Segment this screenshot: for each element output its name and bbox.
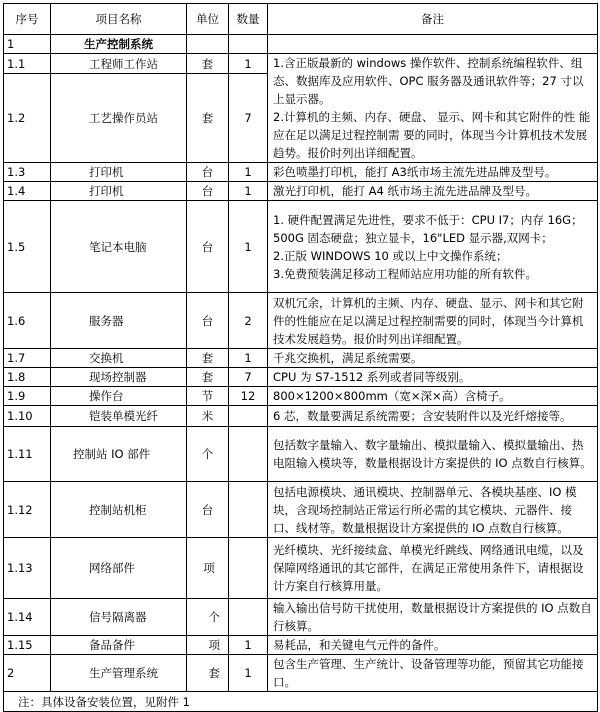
empty-cell xyxy=(229,35,268,54)
row-seq: 1.15 xyxy=(4,636,51,655)
table-row xyxy=(4,387,598,406)
row-remark xyxy=(268,182,598,201)
row-unit: 台 xyxy=(187,163,229,182)
section-seq: 1 xyxy=(4,35,51,54)
row-qty: 7 xyxy=(229,74,268,163)
row-name: 铠装单模光纤 xyxy=(51,406,187,427)
table-row xyxy=(4,293,598,349)
table-row xyxy=(4,655,598,692)
row-name: 交换机 xyxy=(51,349,187,368)
row-name: 操作台 xyxy=(51,387,187,406)
remark-line: 激光打印机，能打 A4 纸市场主流先进品牌及型号。 xyxy=(273,184,537,198)
table-row xyxy=(4,406,598,427)
row-name: 生产管理系统 xyxy=(51,655,187,692)
row-qty: 2 xyxy=(229,293,268,349)
row-unit: 个 xyxy=(187,427,229,482)
row-unit: 套 xyxy=(187,655,229,692)
row-unit: 套 xyxy=(187,368,229,387)
row-unit: 个 xyxy=(187,599,229,636)
equipment-table xyxy=(3,3,598,712)
row-seq: 1.5 xyxy=(4,201,51,293)
row-seq: 1.14 xyxy=(4,599,51,636)
row-name: 工艺操作员站 xyxy=(51,74,187,163)
row-name: 网络部件 xyxy=(51,538,187,599)
merged-remark xyxy=(268,54,598,163)
row-unit: 套 xyxy=(187,54,229,74)
row-seq: 1.9 xyxy=(4,387,51,406)
table-row xyxy=(4,482,598,538)
row-remark xyxy=(268,406,598,427)
row-unit: 台 xyxy=(187,482,229,538)
row-seq: 1.4 xyxy=(4,182,51,201)
table-row xyxy=(4,201,598,293)
row-name: 备品备件 xyxy=(51,636,187,655)
row-unit: 台 xyxy=(187,201,229,293)
row-seq: 1.3 xyxy=(4,163,51,182)
row-unit: 台 xyxy=(187,293,229,349)
table-row xyxy=(4,538,598,599)
row-qty: 12 xyxy=(229,387,268,406)
row-name: 打印机 xyxy=(51,182,187,201)
remark-line: 包括电源模块、通讯模块、控制器单元、各模块基座、IO 模块，含现场控制站正常运行所必需的其它模块、元器件、接口、线材等。数量根据设计方案提供的 IO 点数自行核算。 xyxy=(273,484,577,535)
row-seq: 1.8 xyxy=(4,368,51,387)
row-qty xyxy=(229,427,268,482)
row-unit: 项 xyxy=(187,538,229,599)
row-qty xyxy=(229,482,268,538)
footnote-row xyxy=(4,692,598,712)
row-seq: 1.13 xyxy=(4,538,51,599)
header-remark: 备注 xyxy=(268,4,598,35)
row-name: 工程师工作站 xyxy=(51,54,187,74)
row-remark xyxy=(268,349,598,368)
row-name: 现场控制器 xyxy=(51,368,187,387)
remark-line: 1.含正版最新的 windows 操作软件、控制系统编程软件、组态、数据库及应用软件、OPC 服务器及通讯软件等；27 寸以上显示器。 xyxy=(273,56,584,106)
row-unit: 项 xyxy=(187,636,229,655)
row-name: 服务器 xyxy=(51,293,187,349)
row-unit: 节 xyxy=(187,387,229,406)
remark-line: 包含生产管理、生产统计、设备管理等功能，预留其它功能接口。 xyxy=(273,657,584,689)
row-unit: 套 xyxy=(187,74,229,163)
remark-line: 2.计算机的主频、内存、硬盘、 显示、网卡和其它附件的性 能应在足以满足过程控制需 要的同时，体现当今计算机技术发展趋势。报价时列出详细配置。 xyxy=(273,110,591,160)
section-name: 生产控制系统 xyxy=(51,35,187,54)
header-seq: 序号 xyxy=(4,4,51,35)
row-qty: 1 xyxy=(229,655,268,692)
row-remark xyxy=(268,538,598,599)
row-remark xyxy=(268,368,598,387)
row-remark xyxy=(268,655,598,692)
row-qty xyxy=(229,538,268,599)
remark-line: 800×1200×800mm（宽×深×高）含椅子。 xyxy=(273,389,511,403)
table-row xyxy=(4,368,598,387)
remark-line: 6 芯，数量要满足系统需要；含安装附件以及光纤熔接等。 xyxy=(273,409,572,423)
row-qty: 7 xyxy=(229,368,268,387)
remark-line: 双机冗余，计算机的主频、内存、硬盘、显示、网卡和其它附件的性能应在足以满足过程控制需要的同时，体现当今计算机技术发展趋势。报价时列出详细配置。 xyxy=(273,295,584,346)
row-name: 信号隔离器 xyxy=(51,599,187,636)
row-remark xyxy=(268,387,598,406)
row-qty: 1 xyxy=(229,163,268,182)
row-seq: 1.2 xyxy=(4,74,51,163)
table-row xyxy=(4,349,598,368)
row-unit: 套 xyxy=(187,349,229,368)
table-row xyxy=(4,182,598,201)
row-remark xyxy=(268,201,598,293)
row-qty xyxy=(229,599,268,636)
row-qty: 1 xyxy=(229,636,268,655)
row-seq: 1.12 xyxy=(4,482,51,538)
remark-line: 1. 硬件配置满足先进性，要求不低于：CPU I7；内存 16G；500G 固态硬盘；独立显卡，16"LED 显示器,双网卡； xyxy=(273,212,583,245)
row-qty: 1 xyxy=(229,349,268,368)
empty-cell xyxy=(268,35,598,54)
remark-line: CPU 为 S7-1512 系列或者同等级别。 xyxy=(273,370,471,384)
remark-line: 彩色喷墨打印机，能打 A3纸市场主流先进品牌及型号。 xyxy=(273,165,557,179)
header-qty: 数量 xyxy=(229,4,268,35)
remark-line: 光纤模块、光纤接续盒、单模光纤跳线、网络通讯电缆，以及保障网络通讯的其它部件，在满足正常使用条件下，请根据设计方案自行核算用量。 xyxy=(273,543,584,593)
row-name: 笔记本电脑 xyxy=(51,201,187,293)
row-qty: 1 xyxy=(229,182,268,201)
row-remark xyxy=(268,599,598,636)
row-qty: 1 xyxy=(229,54,268,74)
row-seq: 1.10 xyxy=(4,406,51,427)
row-remark xyxy=(268,163,598,182)
remark-line: 包括数字量输入、数字量输出、模拟量输入、模拟量输出、热电阻输入模块等，数量根据设计方案提供的 IO 点数自行核算。 xyxy=(273,438,592,470)
row-remark xyxy=(268,427,598,482)
header-unit: 单位 xyxy=(187,4,229,35)
row-unit: 米 xyxy=(187,406,229,427)
row-name: 控制站 IO 部件 xyxy=(51,427,187,482)
row-qty: 1 xyxy=(229,201,268,293)
row-seq: 1.11 xyxy=(4,427,51,482)
remark-line: 千兆交换机，满足系统需要。 xyxy=(273,351,423,365)
row-remark xyxy=(268,636,598,655)
section-row xyxy=(4,35,598,54)
empty-cell xyxy=(187,35,229,54)
table-row xyxy=(4,54,598,74)
table-row xyxy=(4,163,598,182)
remark-line: 易耗品，和关键电气元件的备件。 xyxy=(273,638,446,652)
remark-line: 3.免费预装满足移动工程师站应用功能的所有软件。 xyxy=(273,266,537,281)
table-row xyxy=(4,636,598,655)
row-seq: 1.7 xyxy=(4,349,51,368)
row-remark xyxy=(268,482,598,538)
remark-line: 输入输出信号防干扰使用，数量根据设计方案提供的 IO 点数自行核算。 xyxy=(273,601,592,633)
row-remark xyxy=(268,293,598,349)
row-qty xyxy=(229,406,268,427)
table-row xyxy=(4,427,598,482)
row-name: 打印机 xyxy=(51,163,187,182)
row-seq: 1.1 xyxy=(4,54,51,74)
footnote: 注：具体设备安装位置，见附件 1 xyxy=(4,692,598,712)
header-name: 项目名称 xyxy=(51,4,187,35)
remark-line: 2.正版 WINDOWS 10 或以上中文操作系统； xyxy=(273,248,508,263)
row-seq: 2 xyxy=(4,655,51,692)
table-header xyxy=(4,4,598,35)
row-name: 控制站机柜 xyxy=(51,482,187,538)
table-row xyxy=(4,599,598,636)
row-unit: 台 xyxy=(187,182,229,201)
row-seq: 1.6 xyxy=(4,293,51,349)
